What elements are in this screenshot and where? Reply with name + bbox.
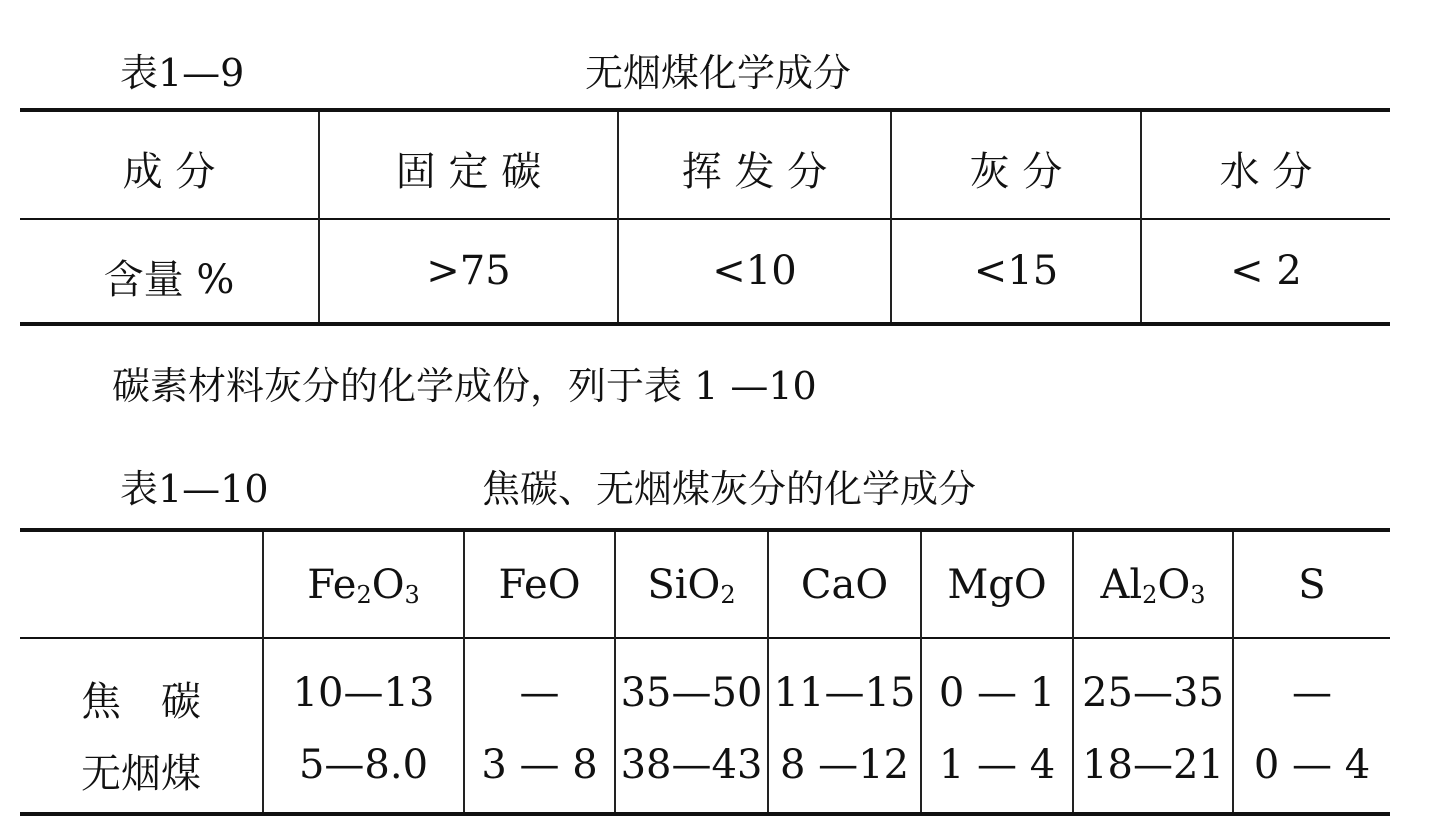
table2-header-mgo: MgO xyxy=(947,562,1047,608)
table2-header-s: S xyxy=(1298,562,1326,608)
table1-value-cell: >75 xyxy=(426,248,511,294)
table2-value-cell: 11—15 xyxy=(773,670,916,716)
table2-value-cell: 10—13 xyxy=(292,670,435,716)
table2-value-cell: — xyxy=(519,670,560,716)
table1-value-cell: <15 xyxy=(973,248,1059,294)
table2-row-label: 焦 碳 xyxy=(81,679,201,725)
table1-row-label: 含量 % xyxy=(103,257,235,303)
table1-number: 表1—9 xyxy=(120,51,245,95)
table2-value-cell: 18—21 xyxy=(1082,742,1224,788)
table1-header-cell: 挥 发 分 xyxy=(681,149,828,195)
table1-value-cell: <10 xyxy=(712,248,797,294)
table1-header-cell: 灰 分 xyxy=(969,149,1063,195)
table2-header-fe2o3: $Fe_2O_3$ xyxy=(307,562,420,609)
table2-title: 焦碳、无烟煤灰分的化学成分 xyxy=(482,467,977,511)
table2-header-sio2: SiO$_2$ xyxy=(647,562,736,609)
table2-top-rule xyxy=(20,528,1390,532)
table2-value-cell: 8 —12 xyxy=(779,742,910,788)
table2-value-cell: 1 — 4 xyxy=(938,742,1056,788)
table2-value-cell: 38—43 xyxy=(620,742,763,788)
table2-header-cao: CaO xyxy=(800,562,889,608)
table2-value-cell: 25—35 xyxy=(1082,670,1224,716)
table1-title: 无烟煤化学成分 xyxy=(585,51,852,95)
table1-header-cell: 固 定 碳 xyxy=(395,149,542,195)
table2-value-cell: 5—8.0 xyxy=(298,742,429,788)
table1-mid-rule xyxy=(20,218,1390,220)
table2-number: 表1—10 xyxy=(120,467,269,511)
table2-value-cell: 0 — 1 xyxy=(938,670,1056,716)
table2-value-cell: 35—50 xyxy=(620,670,763,716)
table2-mid-rule xyxy=(20,637,1390,639)
table1-bottom-rule xyxy=(20,322,1390,326)
table1-header-cell: 水 分 xyxy=(1219,149,1313,195)
table1-top-rule xyxy=(20,108,1390,112)
table2-header-al2o3: $Al_2O_3$ xyxy=(1100,562,1206,609)
table1-value-cell: < 2 xyxy=(1230,248,1302,294)
table2-row-label: 无烟煤 xyxy=(81,751,201,797)
table2-value-cell: 0 — 4 xyxy=(1253,742,1371,788)
body-paragraph: 碳素材料灰分的化学成份，列于表 1 —10 xyxy=(112,364,817,408)
table2-bottom-rule xyxy=(20,812,1390,816)
table2-header-feo: FeO xyxy=(498,562,581,608)
table2-value-cell: 3 — 8 xyxy=(481,742,598,788)
table2-value-cell: — xyxy=(1292,670,1332,716)
table1-header-cell: 成 分 xyxy=(122,149,216,195)
